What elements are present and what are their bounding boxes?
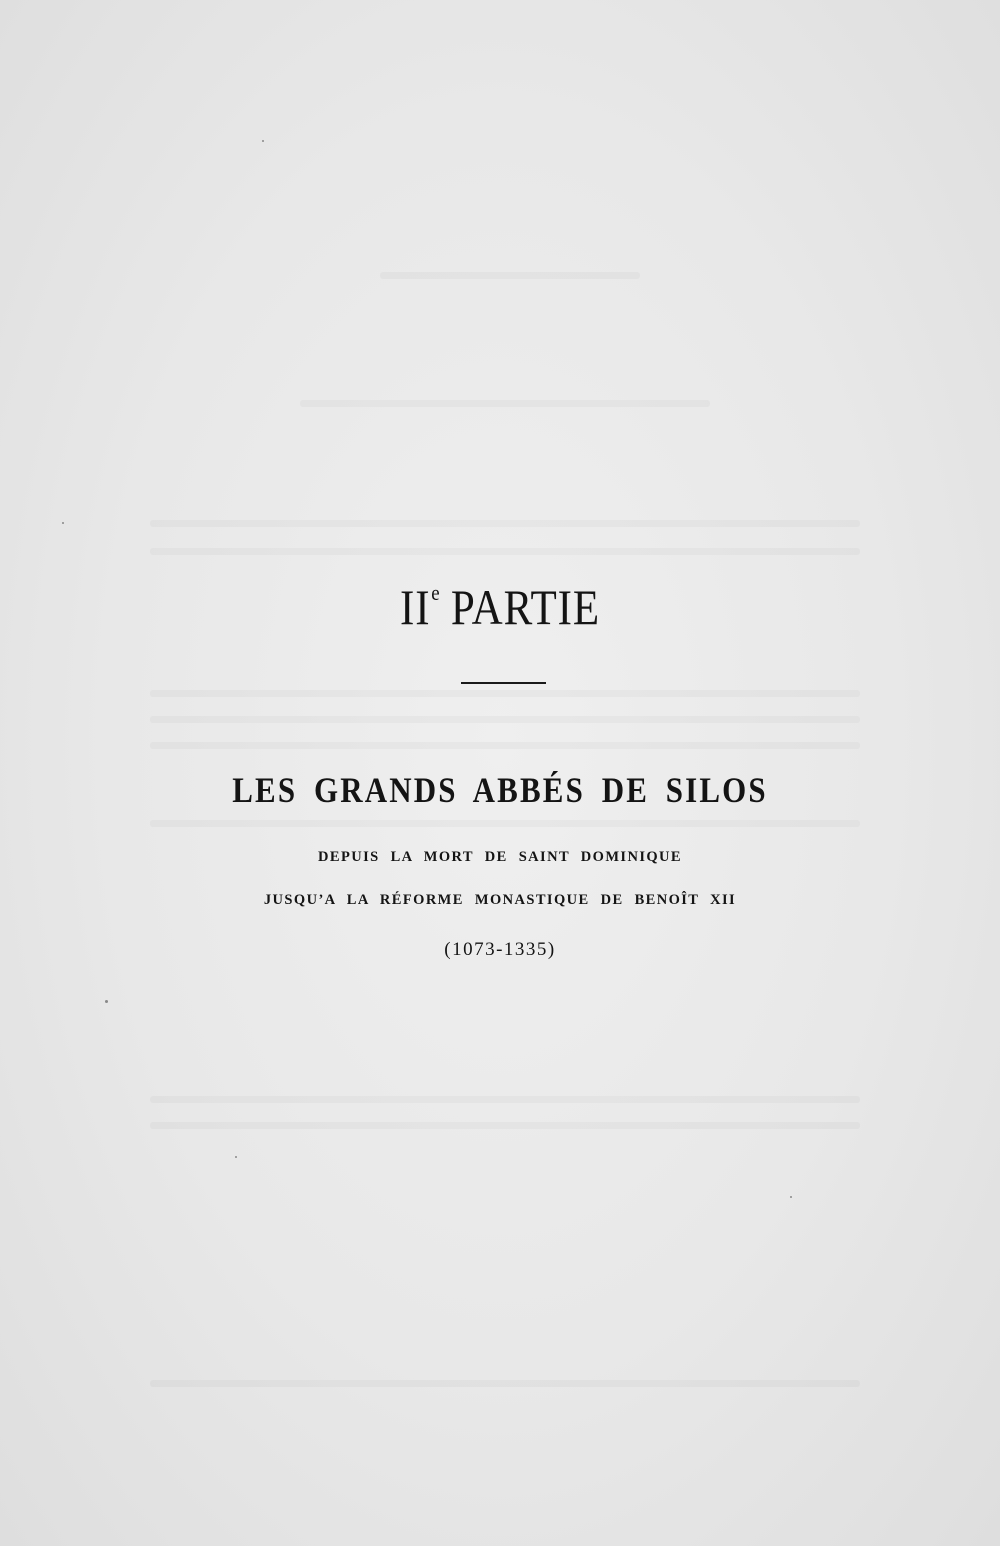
part-ordinal-suffix: e [431, 580, 441, 605]
bleed-through-line [150, 690, 860, 697]
title-divider-rule [461, 682, 546, 684]
part-numeral: II [400, 579, 431, 635]
paper-speck [235, 1156, 237, 1158]
bleed-through-line [300, 400, 710, 407]
main-title: LES GRANDS ABBÉS DE SILOS [232, 770, 768, 810]
bleed-through-line [150, 548, 860, 555]
paper-speck [105, 1000, 108, 1003]
date-range: (1073-1335) [444, 939, 556, 960]
subtitle-line-1: DEPUIS LA MORT DE SAINT DOMINIQUE [318, 849, 682, 865]
bleed-through-line [150, 1122, 860, 1129]
bleed-through-line [150, 742, 860, 749]
paper-speck [790, 1196, 792, 1198]
bleed-through-line [150, 520, 860, 527]
bleed-through-line [150, 1380, 860, 1387]
paper-speck [262, 140, 264, 142]
bleed-through-line [150, 716, 860, 723]
subtitle-line-2: JUSQU’A LA RÉFORME MONASTIQUE DE BENOÎT XII [263, 892, 737, 908]
bleed-through-line [380, 272, 640, 279]
part-heading [70, 579, 930, 635]
part-word: PARTIE [450, 579, 600, 635]
bleed-through-line [150, 1096, 860, 1103]
bleed-through-line [150, 820, 860, 827]
paper-speck [62, 522, 64, 524]
